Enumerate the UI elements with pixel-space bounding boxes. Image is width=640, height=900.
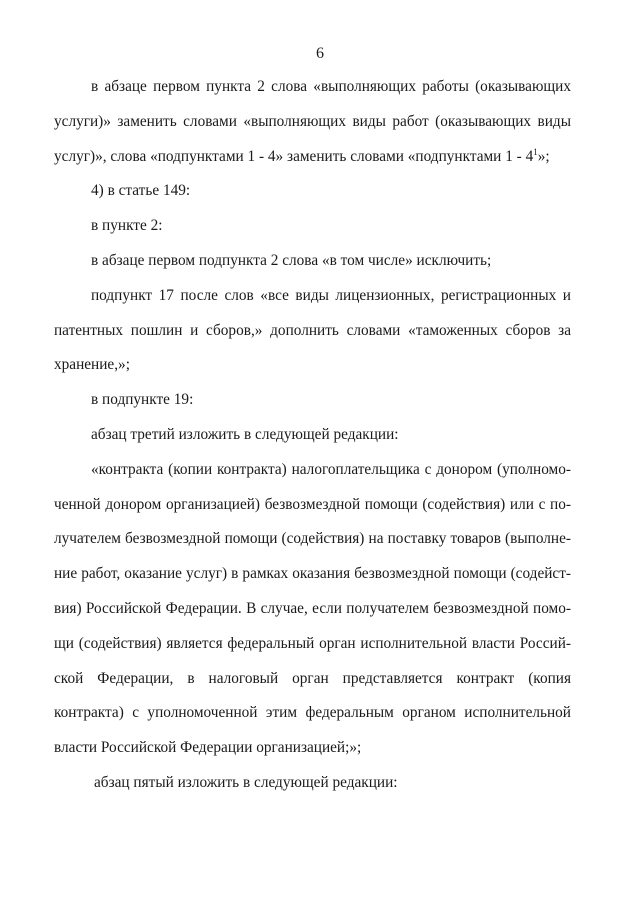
paragraph-quoted-contract: «контракта (копии контракта) налогоплательщика с донором (уполномоченной донором организацией) безвозмездной помощи (содействия) или с получателем безвозмездной помощи (содействия) на поставку товаров (выполнение работ, оказание услуг) в рамках оказания безвозмездной помощи (содействия) Российской Федерации. В случае, если получателем безвозмездной помощи (содействия) является федеральный орган исполнительной власти Российской Федерации, в налоговый орган представляется контракт (копия контракта) с уполномоченной этим федеральным органом исполнительной власти Российской Федерации организацией;»; xyxy=(54,460,571,757)
paragraph-amend-clause-2 xyxy=(54,70,571,174)
document-body xyxy=(54,70,571,801)
paragraph-subclause-2-amend: в абзаце первом подпункта 2 слова «в том числе» исключить; xyxy=(91,251,492,269)
paragraph-tail: »; xyxy=(537,147,550,165)
paragraph-article-149: 4) в статье 149: xyxy=(91,182,191,200)
paragraph-text: в абзаце первом пункта 2 слова «выполняющих работы (оказывающих услуги)» заменить словами «выполняющих виды работ (оказывающих виды услуг)», слова «подпунктами 1 - 4» заменить словами «подпунктами 1 - 4 xyxy=(54,78,571,165)
superscript: 1 xyxy=(533,146,538,157)
paragraph-fifth-abzac: абзац пятый изложить в следующей редакции: xyxy=(94,773,398,791)
paragraph-subclause-17: подпункт 17 после слов «все виды лицензионных, регистрационных и патентных пошлин и сборов,» дополнить словами «таможенных сборов за хранение,»; xyxy=(54,286,571,374)
paragraph-clause-2: в пункте 2: xyxy=(91,217,163,235)
paragraph-third-abzac: абзац третий изложить в следующей редакции: xyxy=(91,425,399,443)
paragraph-subclause-19: в подпункте 19: xyxy=(91,391,194,409)
page-number: 6 xyxy=(316,45,324,62)
